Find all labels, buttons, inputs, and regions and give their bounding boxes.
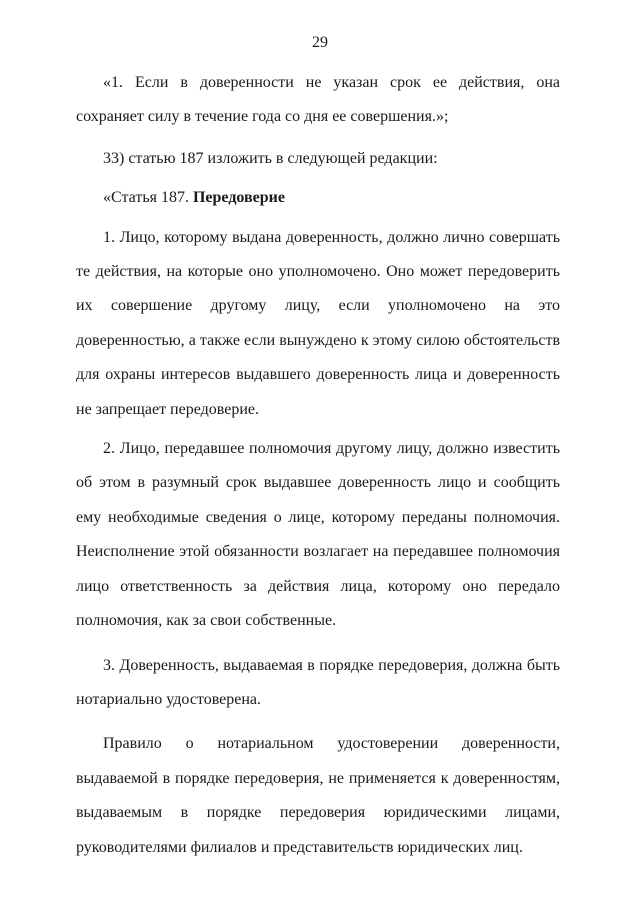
paragraph-item-1: 1. Лицо, которому выдана доверенность, должно лично совершать те действия, на которые оно уполномочено. Оно может передоверить их совершение другому лицу, если уполномочено на это доверенностью, а также если вынуждено к этому силою обстоятельств для охраны интересов выдавшего доверенность лица и доверенность не запрещает передоверие. <box>76 228 560 418</box>
article-prefix: «Статья 187. <box>103 189 193 207</box>
page-number: 29 <box>312 34 328 51</box>
document-body <box>76 66 560 865</box>
article-title: Передоверие <box>192 189 285 207</box>
paragraph-item-2: 2. Лицо, передавшее полномочия другому лицу, должно известить об этом в разумный срок выдавшее доверенность лицо и сообщить ему необходимые сведения о лице, которому переданы полномочия. Неисполнение этой обязанности возлагает на передавшее полномочия лицо ответственность за действия лица, которому оно передало полномочия, как за свои собственные. <box>76 440 560 630</box>
paragraph-notary-rule: Правило о нотариальном удостоверении доверенности, выдаваемой в порядке передоверия, не применяется к доверенностям, выдаваемым в порядке передоверия юридическими лицами, руководителями филиалов и представительств юридических лиц. <box>76 735 560 856</box>
article-heading <box>76 181 560 215</box>
paragraph-amendment-33: 33) статью 187 изложить в следующей редакции: <box>103 149 438 167</box>
paragraph-term-clause: «1. Если в доверенности не указан срок ее действия, она сохраняет силу в течение года со дня ее совершения.»; <box>76 74 560 126</box>
paragraph-item-3: 3. Доверенность, выдаваемая в порядке передоверия, должна быть нотариально удостоверена. <box>76 656 560 708</box>
